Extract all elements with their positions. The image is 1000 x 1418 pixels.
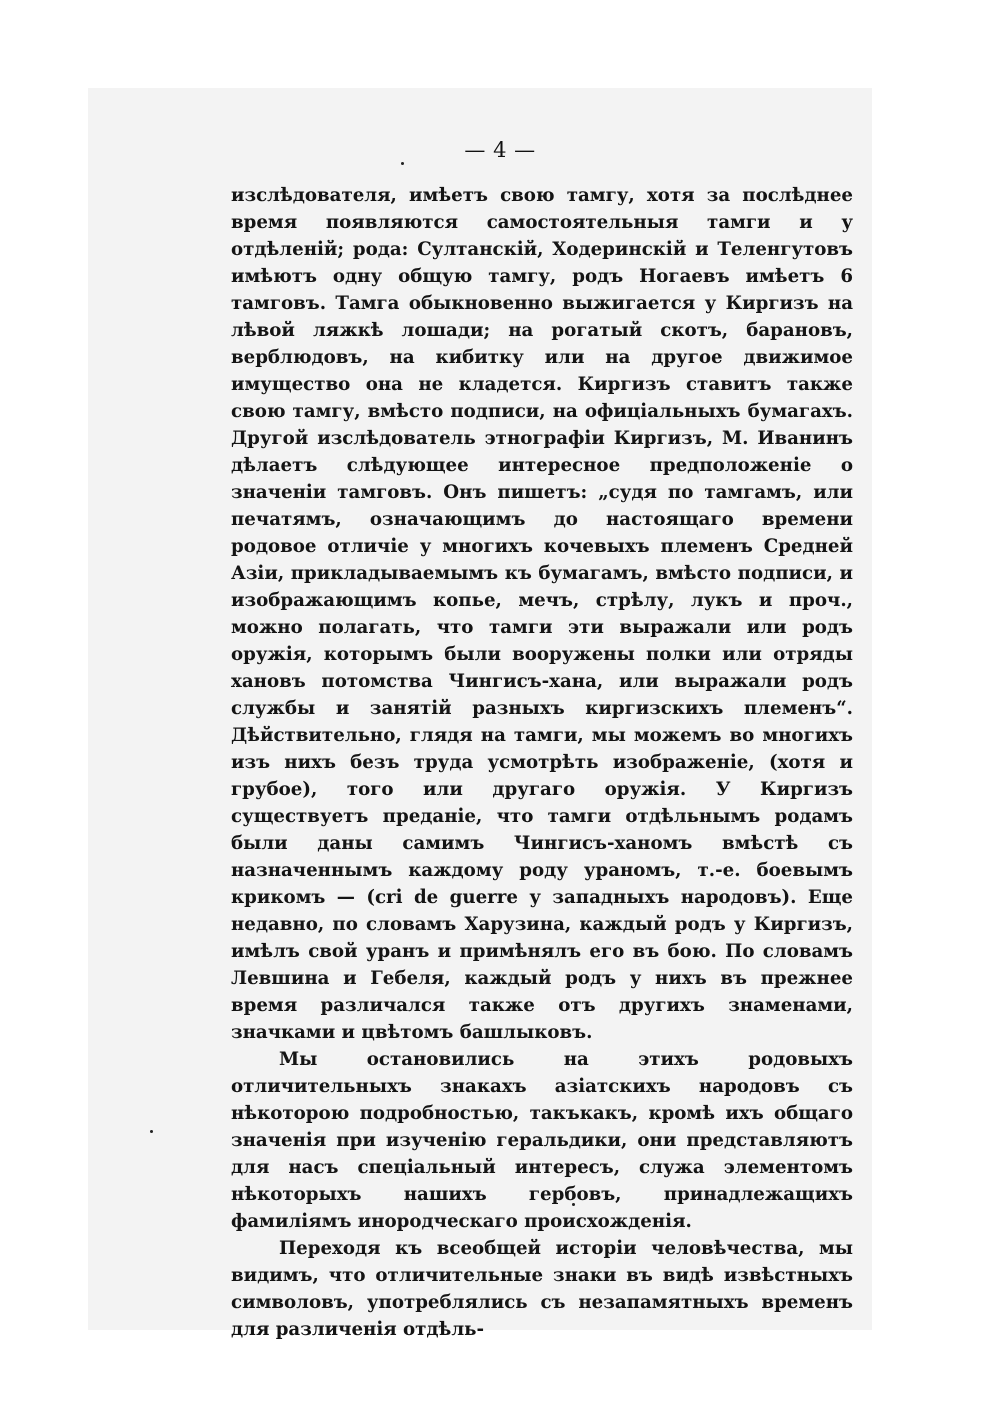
page-number: — 4 — xyxy=(464,138,536,162)
page-body-text xyxy=(231,182,853,1343)
paragraph: Переходя къ всеобщей исторіи человѣчества, мы видимъ, что отличительные знаки въ видѣ извѣстныхъ символовъ, употреблялись съ незапамятныхъ временъ для различенія отдѣль- xyxy=(231,1238,853,1340)
paragraph: Мы остановились на этихъ родовыхъ отличительныхъ знакахъ азіатскихъ народовъ съ нѣкоторою подробностью, такъкакъ, кромѣ ихъ общаго значенія при изученію геральдики, они представляютъ для насъ спеціальный интересъ, служа элементомъ нѣкоторыхъ нашихъ гербовъ, принадлежащихъ фамиліямъ инородческаго происхожденія. xyxy=(231,1049,853,1232)
scan-speck xyxy=(401,162,404,165)
scan-speck xyxy=(150,1130,153,1133)
paragraph: изслѣдователя, имѣетъ свою тамгу, хотя за послѣднее время появляются самостоятельныя тамги и у отдѣленій; рода: Султанскій, Ходеринскій и Теленгутовъ имѣютъ одну общую тамгу, родъ Ногаевъ имѣетъ 6 тамговъ. Тамга обыкновенно выжигается у Киргизъ на лѣвой ляжкѣ лошади; на рогатый скотъ, барановъ, верблюдовъ, на кибитку или на другое движимое имущество она не кладется. Киргизъ ставитъ также свою тамгу, вмѣсто подписи, на офиціальныхъ бумагахъ. Другой изслѣдователь этнографіи Киргизъ, М. Иванинъ дѣлаетъ слѣдующее интересное предположеніе о значеніи тамговъ. Онъ пишетъ: „судя по тамгамъ, или печатямъ, означающимъ до настоящаго времени родовое отличіе у многихъ кочевыхъ племенъ Средней Азіи, прикладываемымъ къ бумагамъ, вмѣсто подписи, и изображающимъ копье, мечъ, стрѣлу, лукъ и проч., можно полагать, что тамги эти выражали или родъ оружія, которымъ были вооружены полки или отряды хановъ потомства Чингисъ-хана, или выражали родъ службы и занятій разныхъ киргизскихъ племенъ“. Дѣйствительно, глядя на тамги, мы можемъ во многихъ изъ нихъ безъ труда усмотрѣть изображеніе, (хотя и грубое), того или другаго оружія. У Киргизъ существуетъ преданіе, что тамги отдѣльнымъ родамъ были даны самимъ Чингисъ-ханомъ вмѣстѣ съ назначеннымъ каждому роду ураномъ, т.-е. боевымъ крикомъ — (cri de guerre у западныхъ народовъ). Еще недавно, по словамъ Харузина, каждый родъ у Киргизъ, имѣлъ свой уранъ и примѣнялъ его въ бою. По словамъ Левшина и Гебеля, каждый родъ у нихъ въ прежнее время различался также отъ другихъ знаменами, значками и цвѣтомъ башлыковъ. xyxy=(231,185,853,1043)
